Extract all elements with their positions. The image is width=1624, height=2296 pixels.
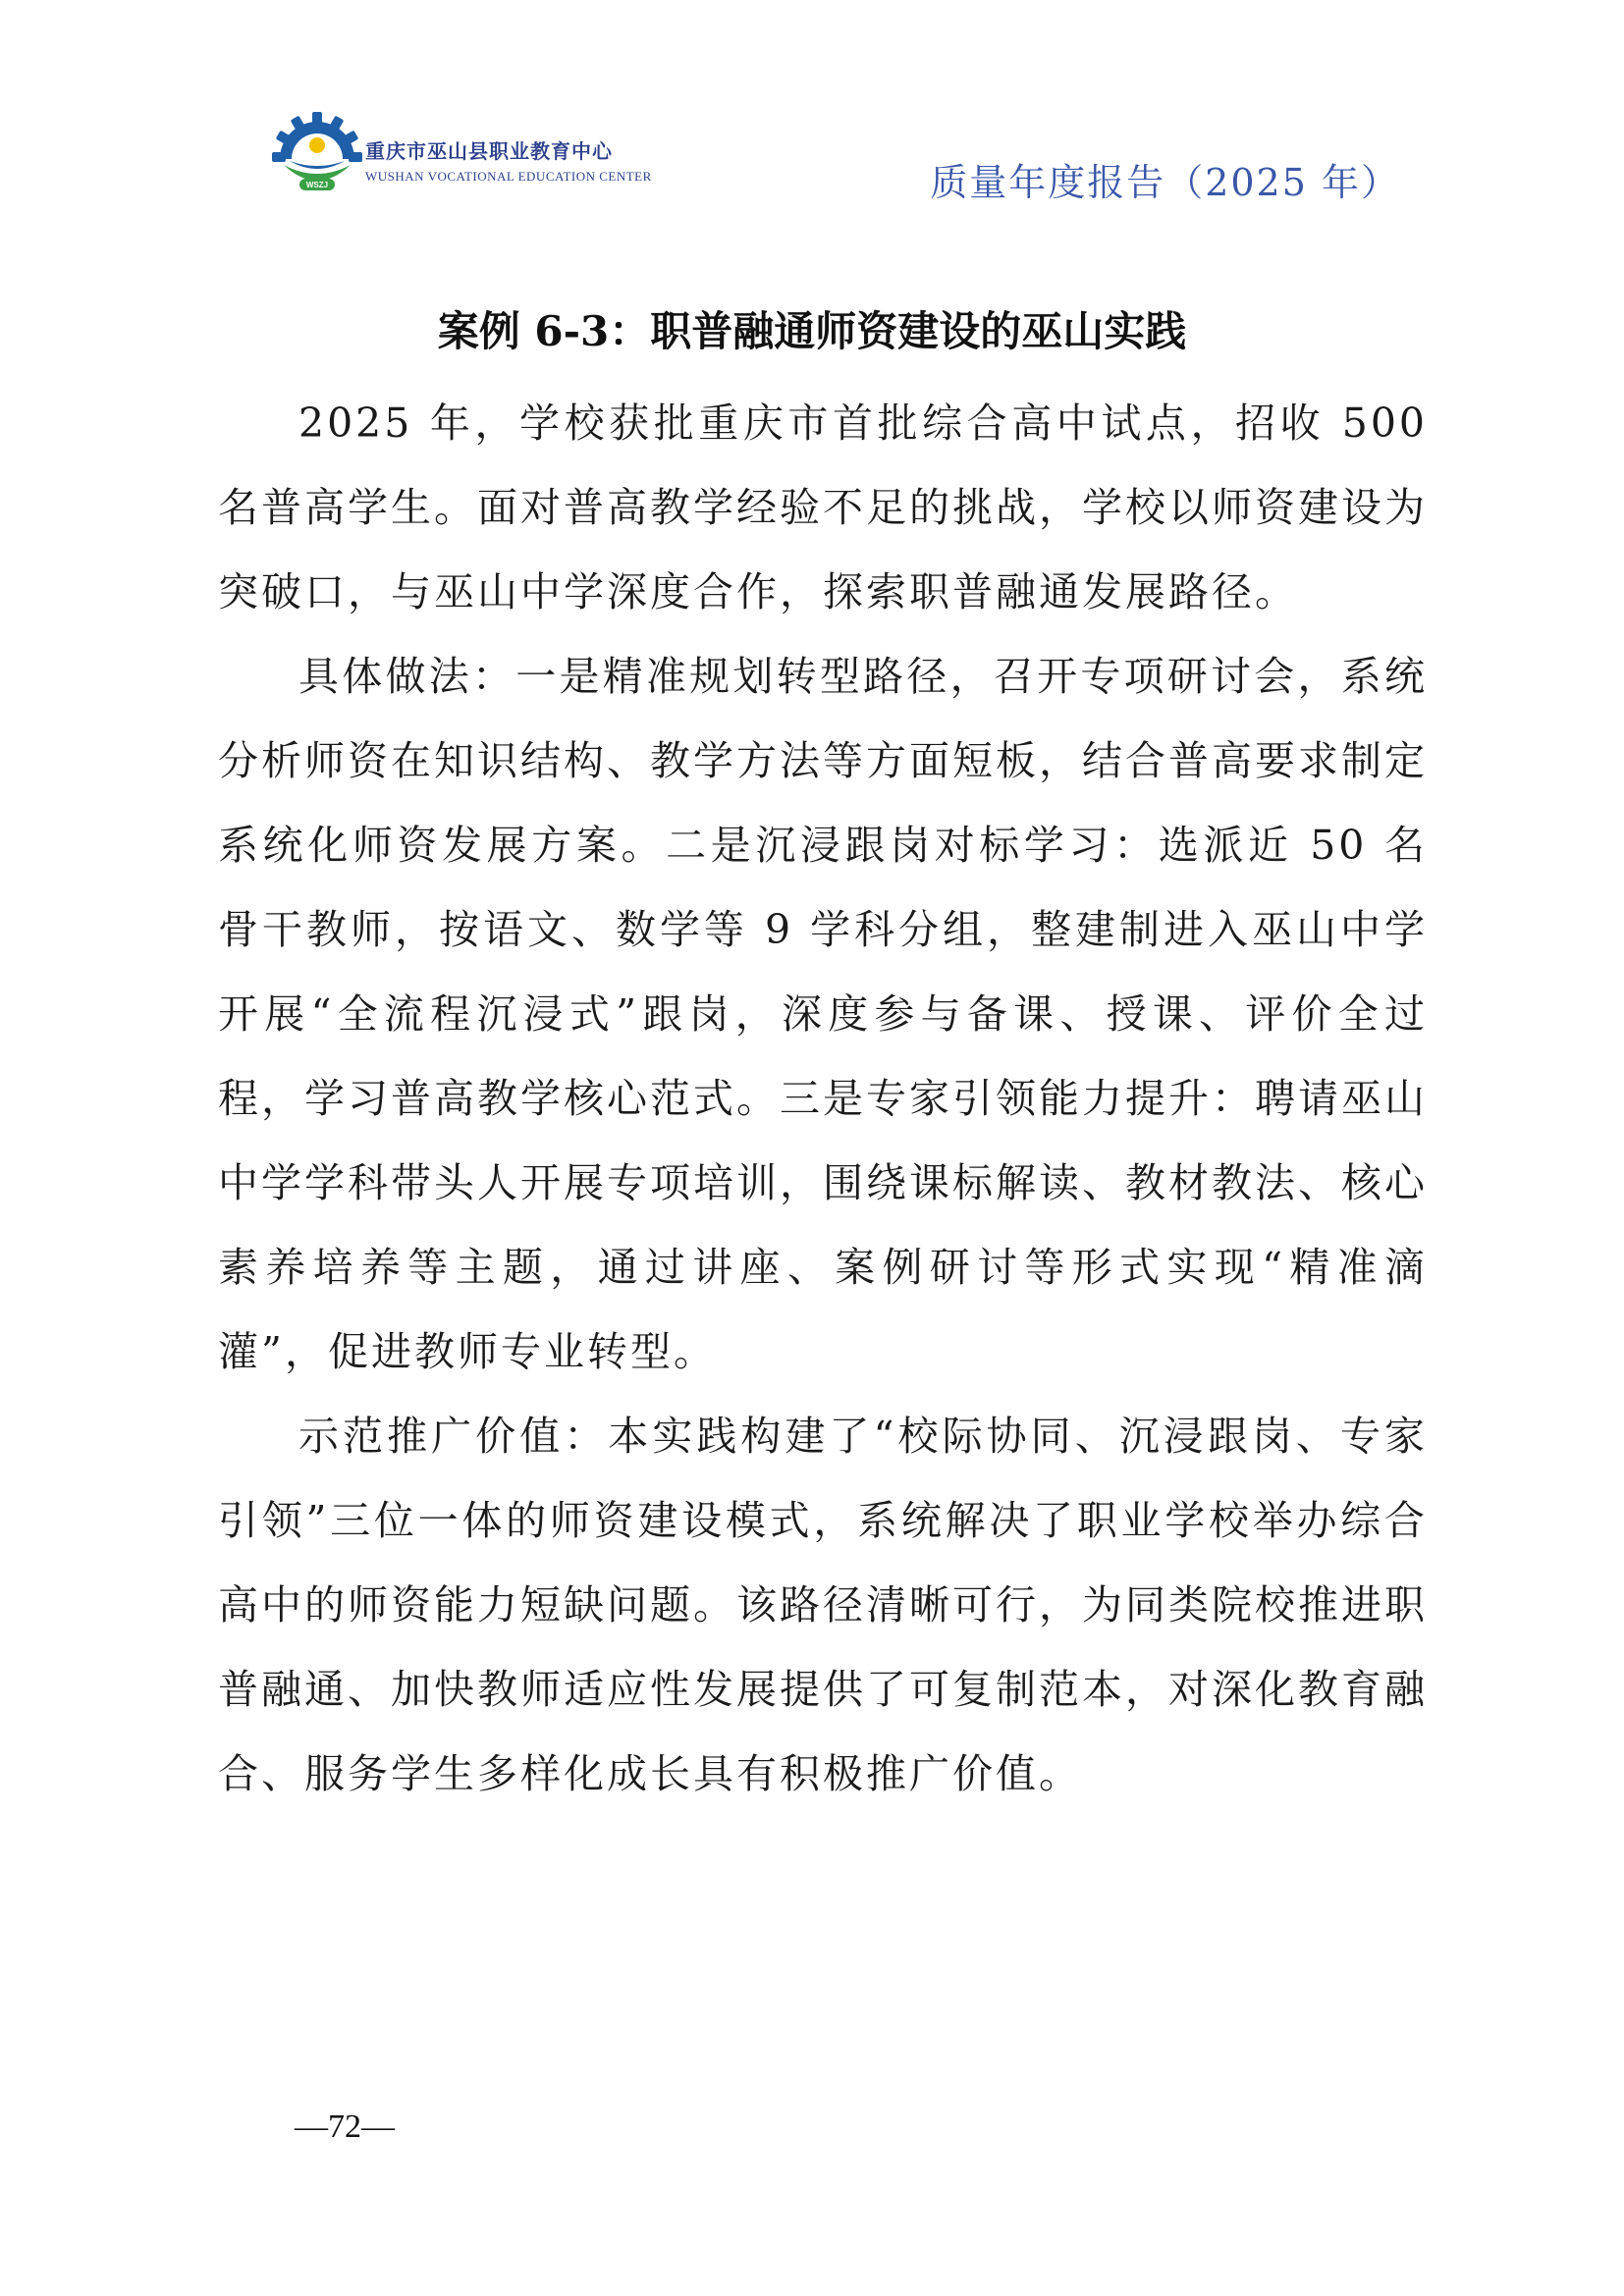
- paragraph-practice: 具体做法：一是精准规划转型路径，召开专项研讨会，系统分析师资在知识结构、教学方法等方面短板，结合普高要求制定系统化师资发展方案。二是沉浸跟岗对标学习：选派近 50 名骨干教师，按语文、数学等 9 学科分组，整建制进入巫山中学开展“全流程沉浸式”跟岗，深度参与备课、授课、评价全过程，学习普高教学核心范式。三是专家引领能力提升：聘请巫山中学学科带头人开展专项培训，围绕课标解读、教材教法、核心素养培养等主题，通过讲座、案例研讨等形式实现“精准滴灌”，促进教师专业转型。: [218, 653, 1428, 1375]
- logo-badge-text: WSZJ: [305, 181, 329, 189]
- page-number: —72—: [295, 2109, 395, 2145]
- school-name-cn: 重庆市巫山县职业教育中心: [365, 139, 613, 163]
- paragraph-background: 2025 年，学校获批重庆市首批综合高中试点，招收 500 名普高学生。面对普高教学经验不足的挑战，学校以师资建设为突破口，与巫山中学深度合作，探索职普融通发展路径。: [218, 400, 1428, 615]
- report-title: 质量年度报告（2025 年）: [930, 161, 1400, 204]
- case-title: 案例 6-3：职普融通师资建设的巫山实践: [437, 307, 1187, 355]
- paragraph-value: 示范推广价值：本实践构建了“校际协同、沉浸跟岗、专家引领”三位一体的师资建设模式，系统解决了职业学校举办综合高中的师资能力短缺问题。该路径清晰可行，为同类院校推进职普融通、加快教师适应性发展提供了可复制范本，对深化教育融合、服务学生多样化成长具有积极推广价值。: [218, 1413, 1428, 1797]
- gear-emblem-icon: [270, 110, 364, 204]
- case-body: [218, 381, 1428, 1816]
- school-name-en: WUSHAN VOCATIONAL EDUCATION CENTER: [365, 169, 652, 184]
- page-header: [0, 0, 1624, 216]
